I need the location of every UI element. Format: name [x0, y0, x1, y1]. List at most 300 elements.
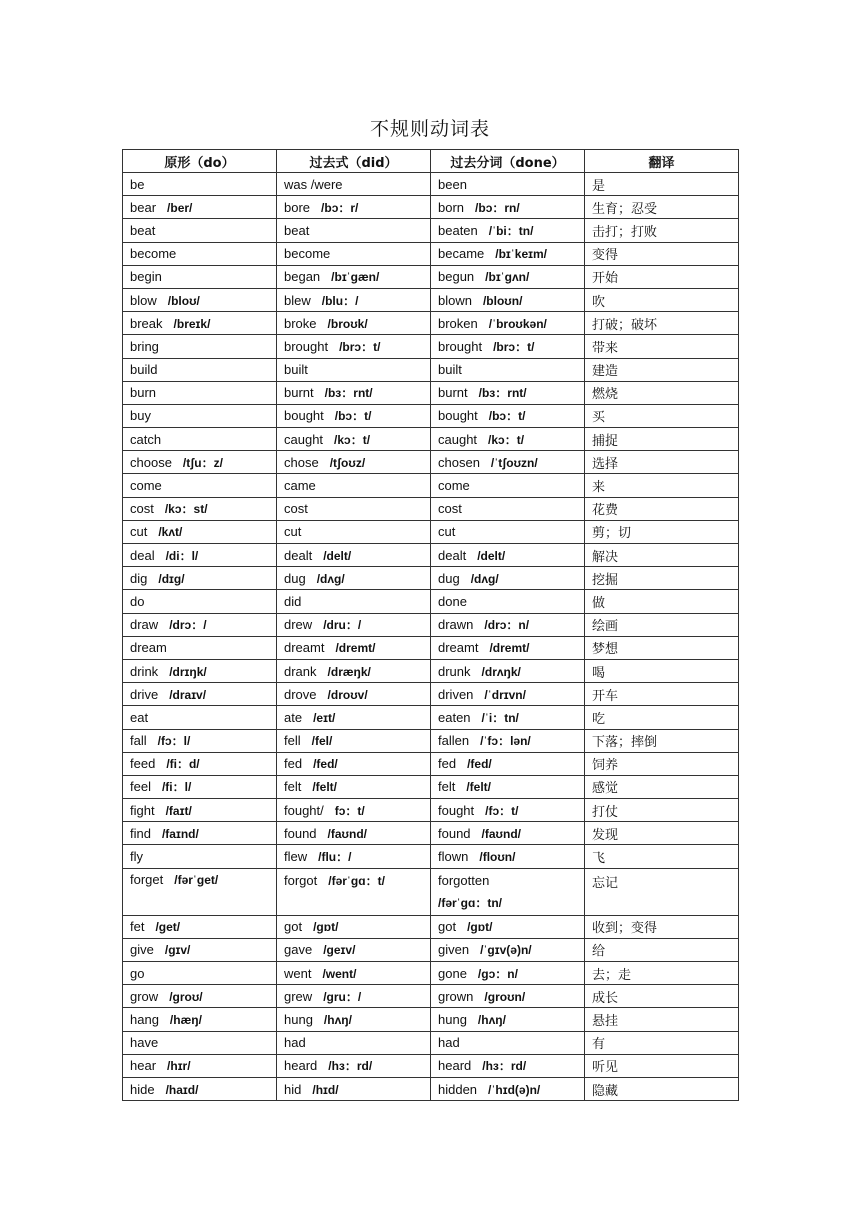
translation-cell: 听见 — [585, 1054, 739, 1077]
past-tense-cell-phonetic: /dru：/ — [323, 618, 362, 633]
past-tense-cell — [277, 915, 431, 938]
table-row — [123, 683, 739, 706]
translation-cell: 挖掘 — [585, 567, 739, 590]
base-form-cell-phonetic: /di：l/ — [165, 548, 199, 563]
base-form-cell-word: dream — [130, 640, 167, 656]
table-row — [123, 915, 739, 938]
past-participle-cell — [431, 775, 585, 798]
base-form-cell — [123, 520, 277, 543]
table-row — [123, 196, 739, 219]
table-row — [123, 404, 739, 427]
past-tense-cell — [277, 474, 431, 497]
base-form-cell — [123, 312, 277, 335]
base-form-cell-phonetic: /faɪt/ — [165, 803, 192, 818]
translation-cell: 带来 — [585, 335, 739, 358]
past-participle-cell-phonetic: /delt/ — [477, 548, 506, 563]
past-tense-cell-phonetic: /tʃoʊz/ — [329, 455, 366, 470]
past-tense-cell-word: bore — [284, 199, 311, 215]
translation-cell: 吹 — [585, 288, 739, 311]
translation-cell: 有 — [585, 1031, 739, 1054]
past-tense-cell — [277, 451, 431, 474]
translation-cell: 开车 — [585, 683, 739, 706]
translation-cell: 下落；摔倒 — [585, 729, 739, 752]
table-row — [123, 752, 739, 775]
past-participle-cell-word: caught — [438, 431, 478, 447]
past-tense-cell — [277, 242, 431, 265]
past-tense-cell-phonetic: /eɪt/ — [313, 710, 336, 725]
header-translation: 翻译 — [585, 150, 739, 173]
past-tense-cell — [277, 288, 431, 311]
translation-cell: 去；走 — [585, 962, 739, 985]
past-participle-cell-word: begun — [438, 269, 475, 285]
past-participle-cell-phonetic: /ˈi：tn/ — [481, 710, 519, 725]
base-form-cell-phonetic: /kʌt/ — [158, 525, 183, 540]
table-row — [123, 729, 739, 752]
translation-cell: 成长 — [585, 985, 739, 1008]
past-tense-cell — [277, 683, 431, 706]
translation-cell: 给 — [585, 938, 739, 961]
past-participle-cell-word: forgotten — [438, 872, 490, 888]
past-tense-cell-word: caught — [284, 431, 324, 447]
past-tense-cell — [277, 196, 431, 219]
past-participle-cell-word: born — [438, 199, 465, 215]
base-form-cell — [123, 962, 277, 985]
base-form-cell-phonetic: /hæŋ/ — [169, 1012, 202, 1027]
past-participle-cell-phonetic: /faʊnd/ — [481, 826, 521, 841]
past-tense-cell — [277, 567, 431, 590]
past-participle-cell-word: gone — [438, 965, 467, 981]
base-form-cell-word: fet — [130, 919, 145, 935]
past-participle-cell — [431, 938, 585, 961]
base-form-cell-word: forget — [130, 871, 164, 887]
past-participle-cell — [431, 799, 585, 822]
past-participle-cell-word: flown — [438, 849, 469, 865]
past-tense-cell-word: forgot — [284, 872, 318, 888]
past-tense-cell-word: fought/ — [284, 802, 324, 818]
table-row — [123, 173, 739, 196]
base-form-cell — [123, 265, 277, 288]
past-participle-cell-phonetic: /floʊn/ — [479, 850, 516, 865]
base-form-cell-word: drive — [130, 686, 159, 702]
table-row — [123, 567, 739, 590]
base-form-cell-word: cost — [130, 501, 154, 517]
past-participle-cell-word: fought — [438, 802, 475, 818]
past-tense-cell — [277, 497, 431, 520]
translation-cell: 悬挂 — [585, 1008, 739, 1031]
base-form-cell — [123, 196, 277, 219]
translation-cell: 变得 — [585, 242, 739, 265]
translation-cell: 选择 — [585, 451, 739, 474]
table-row — [123, 265, 739, 288]
base-form-cell-phonetic: /draɪv/ — [169, 687, 207, 702]
past-tense-cell-word: fell — [284, 733, 301, 749]
past-tense-cell — [277, 590, 431, 613]
base-form-cell-word: fly — [130, 849, 143, 865]
past-tense-cell-word: broke — [284, 315, 317, 331]
past-participle-cell-word: driven — [438, 686, 474, 702]
base-form-cell-phonetic: /ɡet/ — [155, 920, 181, 935]
past-tense-cell-word: built — [284, 362, 308, 378]
past-participle-cell-phonetic: /ˈdrɪvn/ — [484, 687, 526, 702]
table-row — [123, 1031, 739, 1054]
past-participle-cell-word: given — [438, 942, 470, 958]
past-tense-cell-word: chose — [284, 454, 319, 470]
base-form-cell-word: burn — [130, 385, 157, 401]
past-tense-cell-word: dreamt — [284, 640, 325, 656]
past-tense-cell-word: came — [284, 478, 316, 494]
base-form-cell — [123, 706, 277, 729]
base-form-cell — [123, 358, 277, 381]
header-past-participle: 过去分词（done） — [431, 150, 585, 173]
past-participle-cell-phonetic: /fed/ — [467, 757, 492, 772]
base-form-cell-word: cut — [130, 524, 148, 540]
past-tense-cell — [277, 520, 431, 543]
past-tense-cell-phonetic: /bɔ：t/ — [334, 409, 372, 424]
past-participle-cell — [431, 404, 585, 427]
past-tense-cell — [277, 358, 431, 381]
past-tense-cell-phonetic: /brɔ：t/ — [339, 339, 381, 354]
past-participle-cell-phonetic: /bɔ：rn/ — [475, 200, 520, 215]
past-tense-cell-phonetic: /hɜ：rd/ — [328, 1059, 373, 1074]
base-form-cell-phonetic: /drɔ：/ — [169, 618, 207, 633]
past-participle-cell — [431, 985, 585, 1008]
base-form-cell — [123, 242, 277, 265]
translation-cell: 击打；打败 — [585, 219, 739, 242]
past-tense-cell-word: heard — [284, 1058, 318, 1074]
past-participle-cell-phonetic: /hɜ：rd/ — [482, 1059, 527, 1074]
past-participle-cell — [431, 613, 585, 636]
past-participle-cell-phonetic: /hʌŋ/ — [477, 1012, 506, 1027]
table-row — [123, 590, 739, 613]
base-form-cell-phonetic: /breɪk/ — [173, 316, 211, 331]
table-row — [123, 497, 739, 520]
base-form-cell-phonetic: /bloʊ/ — [167, 293, 200, 308]
past-tense-cell — [277, 822, 431, 845]
past-participle-cell-phonetic: /ɡɒt/ — [467, 920, 493, 935]
translation-cell: 来 — [585, 474, 739, 497]
past-participle-cell-word: had — [438, 1035, 460, 1051]
past-tense-cell-word: blew — [284, 292, 311, 308]
past-participle-cell-word: burnt — [438, 385, 468, 401]
past-tense-cell-phonetic: /droʊv/ — [327, 687, 368, 702]
base-form-cell-word: do — [130, 593, 145, 609]
translation-cell: 解决 — [585, 544, 739, 567]
past-participle-cell — [431, 962, 585, 985]
base-form-cell — [123, 288, 277, 311]
past-participle-cell-phonetic: /ˈɡɪv(ə)n/ — [480, 943, 532, 958]
base-form-cell-phonetic: /ɡɪv/ — [164, 943, 191, 958]
base-form-cell-phonetic: /tʃu：z/ — [182, 455, 223, 470]
past-tense-cell-phonetic: /dremt/ — [335, 641, 376, 656]
translation-cell: 燃烧 — [585, 381, 739, 404]
base-form-cell — [123, 868, 277, 915]
base-form-cell — [123, 381, 277, 404]
translation-cell: 打仗 — [585, 799, 739, 822]
past-tense-cell-word: did — [284, 593, 302, 609]
base-form-cell-word: catch — [130, 431, 162, 447]
irregular-verb-table — [122, 149, 739, 1101]
base-form-cell — [123, 497, 277, 520]
base-form-cell-word: draw — [130, 617, 159, 633]
past-participle-cell-word: dealt — [438, 547, 467, 563]
base-form-cell-phonetic: /fi：l/ — [161, 780, 192, 795]
translation-cell: 开始 — [585, 265, 739, 288]
table-row — [123, 520, 739, 543]
base-form-cell — [123, 845, 277, 868]
base-form-cell — [123, 567, 277, 590]
past-participle-cell — [431, 659, 585, 682]
table-row — [123, 659, 739, 682]
past-participle-cell — [431, 219, 585, 242]
past-participle-cell-word: fallen — [438, 733, 470, 749]
past-tense-cell — [277, 752, 431, 775]
past-participle-cell-phonetic: /felt/ — [466, 780, 492, 795]
past-tense-cell — [277, 1054, 431, 1077]
past-tense-cell-word: fed — [284, 756, 303, 772]
past-tense-cell — [277, 335, 431, 358]
past-tense-cell-word: grew — [284, 988, 313, 1004]
past-tense-cell — [277, 985, 431, 1008]
base-form-cell-phonetic: /kɔ：st/ — [164, 502, 208, 517]
past-tense-cell — [277, 775, 431, 798]
past-participle-cell-word: heard — [438, 1058, 472, 1074]
past-tense-cell — [277, 219, 431, 242]
translation-cell: 打破；破坏 — [585, 312, 739, 335]
past-tense-cell-word: found — [284, 825, 317, 841]
past-participle-cell-word: cost — [438, 501, 462, 517]
past-tense-cell-phonetic: /bɜ：rnt/ — [324, 386, 373, 401]
past-tense-cell — [277, 265, 431, 288]
past-participle-cell — [431, 544, 585, 567]
past-participle-cell — [431, 636, 585, 659]
past-participle-cell — [431, 706, 585, 729]
past-tense-cell-word: beat — [284, 222, 310, 238]
base-form-cell — [123, 752, 277, 775]
base-form-cell — [123, 404, 277, 427]
past-participle-cell — [431, 451, 585, 474]
base-form-cell-word: deal — [130, 547, 155, 563]
past-participle-cell — [431, 381, 585, 404]
past-tense-cell — [277, 729, 431, 752]
base-form-cell-word: come — [130, 478, 162, 494]
past-participle-cell-phonetic: /ɡroʊn/ — [484, 989, 526, 1004]
base-form-cell — [123, 915, 277, 938]
base-form-cell — [123, 636, 277, 659]
past-participle-cell-phonetic: /drɔ：n/ — [484, 618, 530, 633]
table-row — [123, 1077, 739, 1100]
translation-cell: 剪；切 — [585, 520, 739, 543]
past-participle-cell-word: grown — [438, 988, 474, 1004]
past-tense-cell-phonetic: /bɔ：r/ — [321, 200, 359, 215]
past-tense-cell-word: hid — [284, 1081, 302, 1097]
header-past-tense: 过去式（did） — [277, 150, 431, 173]
table-row — [123, 799, 739, 822]
past-participle-cell — [431, 173, 585, 196]
past-tense-cell-word: become — [284, 246, 331, 262]
base-form-cell-phonetic: /fi：d/ — [166, 757, 200, 772]
table-row — [123, 312, 739, 335]
base-form-cell — [123, 1008, 277, 1031]
past-tense-cell-phonetic: /ɡru：/ — [323, 989, 362, 1004]
past-participle-cell-phonetic: /brɔ：t/ — [493, 339, 535, 354]
past-tense-cell-phonetic: /felt/ — [312, 780, 338, 795]
table-row — [123, 381, 739, 404]
translation-cell: 是 — [585, 173, 739, 196]
base-form-cell-word: blow — [130, 292, 157, 308]
past-participle-cell — [431, 358, 585, 381]
base-form-cell-word: find — [130, 825, 151, 841]
base-form-cell — [123, 613, 277, 636]
base-form-cell-phonetic: /hɪr/ — [167, 1059, 191, 1074]
table-row — [123, 775, 739, 798]
translation-cell: 收到；变得 — [585, 915, 739, 938]
translation-cell: 感觉 — [585, 775, 739, 798]
base-form-cell-word: feed — [130, 756, 156, 772]
past-tense-cell-word: drove — [284, 686, 317, 702]
base-form-cell — [123, 822, 277, 845]
base-form-cell-word: eat — [130, 709, 149, 725]
base-form-cell — [123, 474, 277, 497]
past-participle-cell — [431, 242, 585, 265]
table-row — [123, 358, 739, 381]
past-tense-cell-phonetic: /delt/ — [323, 548, 352, 563]
table-row — [123, 219, 739, 242]
past-tense-cell-word: drew — [284, 617, 313, 633]
base-form-cell-word: go — [130, 965, 145, 981]
past-tense-cell-phonetic: /ɡɒt/ — [313, 920, 339, 935]
table-row — [123, 868, 739, 915]
table-row — [123, 1008, 739, 1031]
translation-cell: 隐藏 — [585, 1077, 739, 1100]
past-participle-cell-word: felt — [438, 779, 456, 795]
base-form-cell-word: beat — [130, 222, 156, 238]
past-tense-cell-phonetic: /faʊnd/ — [327, 826, 367, 841]
past-participle-cell — [431, 915, 585, 938]
base-form-cell-word: hear — [130, 1058, 157, 1074]
base-form-cell-word: fight — [130, 802, 155, 818]
past-participle-cell — [431, 428, 585, 451]
base-form-cell-phonetic: /ɡroʊ/ — [169, 989, 203, 1004]
past-tense-cell-word: brought — [284, 338, 329, 354]
base-form-cell-word: begin — [130, 269, 162, 285]
base-form-cell — [123, 544, 277, 567]
past-participle-cell-phonetic: /bloʊn/ — [482, 293, 523, 308]
past-participle-cell-word: dreamt — [438, 640, 479, 656]
past-tense-cell-word: began — [284, 269, 321, 285]
base-form-cell — [123, 683, 277, 706]
past-participle-cell-word: got — [438, 919, 457, 935]
table-row — [123, 451, 739, 474]
past-tense-cell-word: burnt — [284, 385, 314, 401]
base-form-cell — [123, 428, 277, 451]
past-tense-cell — [277, 659, 431, 682]
table-row — [123, 1054, 739, 1077]
past-tense-cell-phonetic: /flu：/ — [318, 850, 352, 865]
base-form-cell-phonetic: /fɔ：l/ — [157, 734, 191, 749]
base-form-cell-word: dig — [130, 570, 148, 586]
past-tense-cell-phonetic: /blu：/ — [321, 293, 359, 308]
base-form-cell-word: grow — [130, 988, 159, 1004]
past-tense-cell-phonetic: /fed/ — [313, 757, 338, 772]
past-tense-cell — [277, 613, 431, 636]
table-row — [123, 938, 739, 961]
past-participle-cell-word: chosen — [438, 454, 480, 470]
past-tense-cell-phonetic: /broʊk/ — [327, 316, 368, 331]
past-participle-cell-word: broken — [438, 315, 478, 331]
translation-cell: 喝 — [585, 659, 739, 682]
past-participle-cell — [431, 265, 585, 288]
past-participle-cell-word: became — [438, 246, 485, 262]
past-tense-cell-phonetic: /fərˈɡɑ：t/ — [328, 873, 385, 888]
base-form-cell-word: hang — [130, 1011, 159, 1027]
base-form-cell-word: have — [130, 1035, 159, 1051]
past-tense-cell — [277, 1077, 431, 1100]
past-tense-cell — [277, 404, 431, 427]
table-header-row — [123, 150, 739, 173]
past-participle-cell-word: beaten — [438, 222, 478, 238]
translation-cell: 绘画 — [585, 613, 739, 636]
translation-cell: 建造 — [585, 358, 739, 381]
base-form-cell-phonetic: /drɪŋk/ — [169, 664, 207, 679]
base-form-cell-word: be — [130, 176, 145, 192]
base-form-cell — [123, 451, 277, 474]
past-participle-cell-word: cut — [438, 524, 456, 540]
past-tense-cell-word: felt — [284, 779, 302, 795]
past-tense-cell-word: dug — [284, 570, 306, 586]
past-tense-cell — [277, 868, 431, 915]
past-participle-cell-word: hung — [438, 1011, 467, 1027]
base-form-cell — [123, 1031, 277, 1054]
past-tense-cell-phonetic: /dræŋk/ — [327, 664, 371, 679]
base-form-cell-phonetic: /faɪnd/ — [161, 826, 199, 841]
past-participle-cell-phonetic: /ˈbroʊkən/ — [488, 316, 547, 331]
past-participle-cell-word: dug — [438, 570, 460, 586]
past-tense-cell-phonetic: /kɔ：t/ — [334, 432, 371, 447]
document-title: 不规则动词表 — [369, 118, 490, 140]
base-form-cell-phonetic: /dɪɡ/ — [158, 571, 185, 586]
header-base-form: 原形（do） — [123, 150, 277, 173]
base-form-cell-word: bring — [130, 338, 159, 354]
past-participle-cell-word: been — [438, 176, 467, 192]
table-row — [123, 428, 739, 451]
past-participle-cell-phonetic: /kɔ：t/ — [488, 432, 525, 447]
base-form-cell-word: drink — [130, 663, 159, 679]
past-tense-cell — [277, 706, 431, 729]
past-participle-cell-word: hidden — [438, 1081, 478, 1097]
base-form-cell-word: bear — [130, 199, 157, 215]
past-participle-cell-word: blown — [438, 292, 472, 308]
table-row — [123, 288, 739, 311]
past-participle-cell — [431, 1077, 585, 1100]
past-tense-cell-word: drank — [284, 663, 317, 679]
table-row — [123, 962, 739, 985]
table-row — [123, 822, 739, 845]
translation-cell: 生育；忍受 — [585, 196, 739, 219]
past-tense-cell — [277, 1031, 431, 1054]
translation-cell: 捕捉 — [585, 428, 739, 451]
past-tense-cell-word: dealt — [284, 547, 313, 563]
past-participle-cell-phonetic: /ɡɔ：n/ — [477, 966, 518, 981]
past-tense-cell — [277, 962, 431, 985]
past-participle-cell — [431, 335, 585, 358]
past-tense-cell — [277, 1008, 431, 1031]
past-tense-cell — [277, 381, 431, 404]
past-tense-cell-phonetic: /ɡeɪv/ — [323, 943, 356, 958]
translation-cell: 梦想 — [585, 636, 739, 659]
base-form-cell-phonetic: /fərˈget/ — [174, 872, 219, 887]
past-tense-cell-phonetic: /dʌɡ/ — [316, 571, 345, 586]
base-form-cell-phonetic: /haɪd/ — [165, 1082, 199, 1097]
